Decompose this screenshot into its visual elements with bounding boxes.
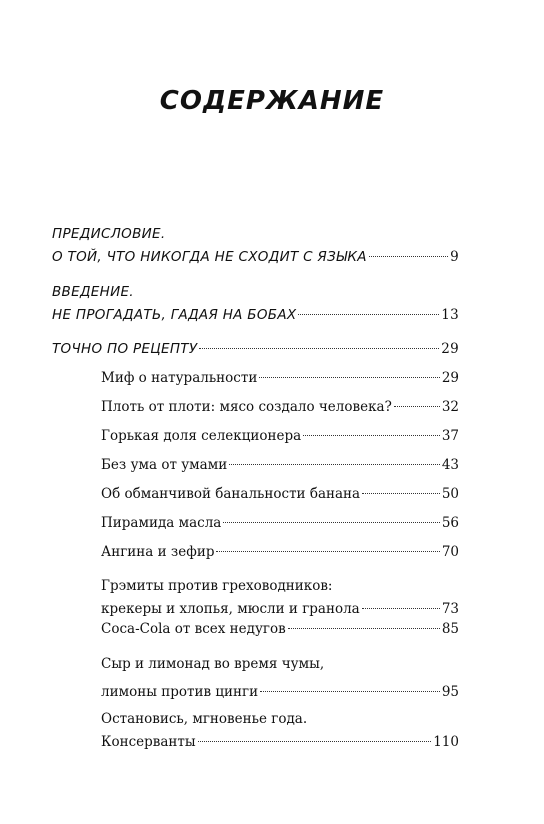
page-number: 85 bbox=[441, 621, 459, 637]
page-number: 50 bbox=[441, 486, 459, 502]
toc-entry-line bbox=[101, 653, 459, 676]
page-number: 29 bbox=[441, 341, 459, 357]
page-number: 9 bbox=[450, 249, 459, 265]
dot-leader bbox=[394, 406, 440, 407]
toc-entry-title: Консерванты bbox=[101, 734, 196, 750]
toc-entry-line bbox=[101, 575, 459, 598]
toc-entry-chapter[interactable] bbox=[101, 653, 459, 704]
toc-entry-chapter[interactable] bbox=[101, 708, 459, 754]
toc-entry-chapter[interactable] bbox=[101, 425, 459, 448]
toc-entry-line bbox=[101, 425, 459, 448]
page-number: 70 bbox=[441, 544, 459, 560]
toc-entry-title: Горькая доля селекционера bbox=[101, 428, 302, 444]
toc-entry-title: Грэмиты против греховодников: bbox=[101, 578, 333, 594]
page-number: 13 bbox=[441, 307, 459, 323]
toc-entry-chapter[interactable] bbox=[101, 367, 459, 390]
dot-leader bbox=[260, 691, 440, 692]
toc-entry-line bbox=[101, 396, 459, 419]
toc-entry-line bbox=[101, 367, 459, 390]
page-number: 37 bbox=[441, 428, 459, 444]
dot-leader bbox=[362, 608, 440, 609]
toc-entry-introduction[interactable] bbox=[52, 281, 459, 327]
page-number: 110 bbox=[433, 734, 459, 750]
page-number: 43 bbox=[441, 457, 459, 473]
toc-entry-chapter[interactable] bbox=[101, 618, 459, 641]
toc-entry-subtitle: О ТОЙ, ЧТО НИКОГДА НЕ СХОДИТ С ЯЗЫКА bbox=[52, 249, 367, 265]
toc-entry-title: ТОЧНО ПО РЕЦЕПТУ bbox=[52, 341, 198, 357]
toc-entry-line bbox=[101, 541, 459, 564]
dot-leader bbox=[298, 314, 439, 315]
toc-entry-line bbox=[52, 246, 459, 269]
toc-entry-line bbox=[52, 281, 459, 304]
toc-entry-chapter[interactable] bbox=[101, 396, 459, 419]
toc-entry-line bbox=[101, 454, 459, 477]
toc-entry-chapter[interactable] bbox=[101, 575, 459, 621]
page-title: СОДЕРЖАНИЕ bbox=[159, 86, 385, 116]
dot-leader bbox=[259, 377, 439, 378]
toc-entry-chapter[interactable] bbox=[101, 512, 459, 535]
page-number: 32 bbox=[441, 399, 459, 415]
dot-leader bbox=[199, 348, 439, 349]
toc-entry-title: Пирамида масла bbox=[101, 515, 222, 531]
dot-leader bbox=[223, 522, 439, 523]
toc-entry-line bbox=[52, 338, 459, 361]
dot-leader bbox=[303, 435, 440, 436]
page-number: 56 bbox=[441, 515, 459, 531]
page-number: 73 bbox=[441, 601, 459, 617]
toc-entry-title: Остановись, мгновенье года. bbox=[101, 711, 308, 727]
toc-entry-title: крекеры и хлопья, мюсли и гранола bbox=[101, 601, 360, 617]
toc-entry-chapter[interactable] bbox=[101, 454, 459, 477]
toc-entry-line bbox=[101, 512, 459, 535]
toc-entry-line bbox=[101, 618, 459, 641]
toc-entry-line bbox=[52, 304, 459, 327]
dot-leader bbox=[229, 464, 440, 465]
toc-entry-line bbox=[52, 223, 459, 246]
toc-entry-title: Без ума от умами bbox=[101, 457, 228, 473]
toc-entry-title: Coca-Cola от всех недугов bbox=[101, 621, 286, 637]
toc-entry-line bbox=[101, 681, 459, 704]
toc-entry-line bbox=[101, 483, 459, 506]
toc-entry-chapter[interactable] bbox=[101, 541, 459, 564]
toc-entry-title: Плоть от плоти: мясо создало человека? bbox=[101, 399, 392, 415]
toc-entry-title: Сыр и лимонад во время чумы, bbox=[101, 656, 325, 672]
toc-entry-title: ПРЕДИСЛОВИЕ. bbox=[52, 226, 166, 242]
toc-entry-line bbox=[101, 708, 459, 731]
page-number: 29 bbox=[441, 370, 459, 386]
toc-entry-title: Миф о натуральности bbox=[101, 370, 258, 386]
dot-leader bbox=[288, 628, 440, 629]
toc-entry-title: ВВЕДЕНИЕ. bbox=[52, 284, 134, 300]
toc-entry-title: Ангина и зефир bbox=[101, 544, 215, 560]
toc-entry-subtitle: НЕ ПРОГАДАТЬ, ГАДАЯ НА БОБАХ bbox=[52, 307, 297, 323]
dot-leader bbox=[198, 741, 432, 742]
toc-entry-title: Об обманчивой банальности банана bbox=[101, 486, 361, 502]
dot-leader bbox=[216, 551, 439, 552]
dot-leader bbox=[369, 256, 448, 257]
toc-entry-preface[interactable] bbox=[52, 223, 459, 269]
page-number: 95 bbox=[441, 684, 459, 700]
toc-entry-title: лимоны против цинги bbox=[101, 684, 259, 700]
toc-entry-chapter[interactable] bbox=[101, 483, 459, 506]
toc-entry-line bbox=[101, 731, 459, 754]
toc-entry-section[interactable] bbox=[52, 338, 459, 361]
dot-leader bbox=[362, 493, 440, 494]
